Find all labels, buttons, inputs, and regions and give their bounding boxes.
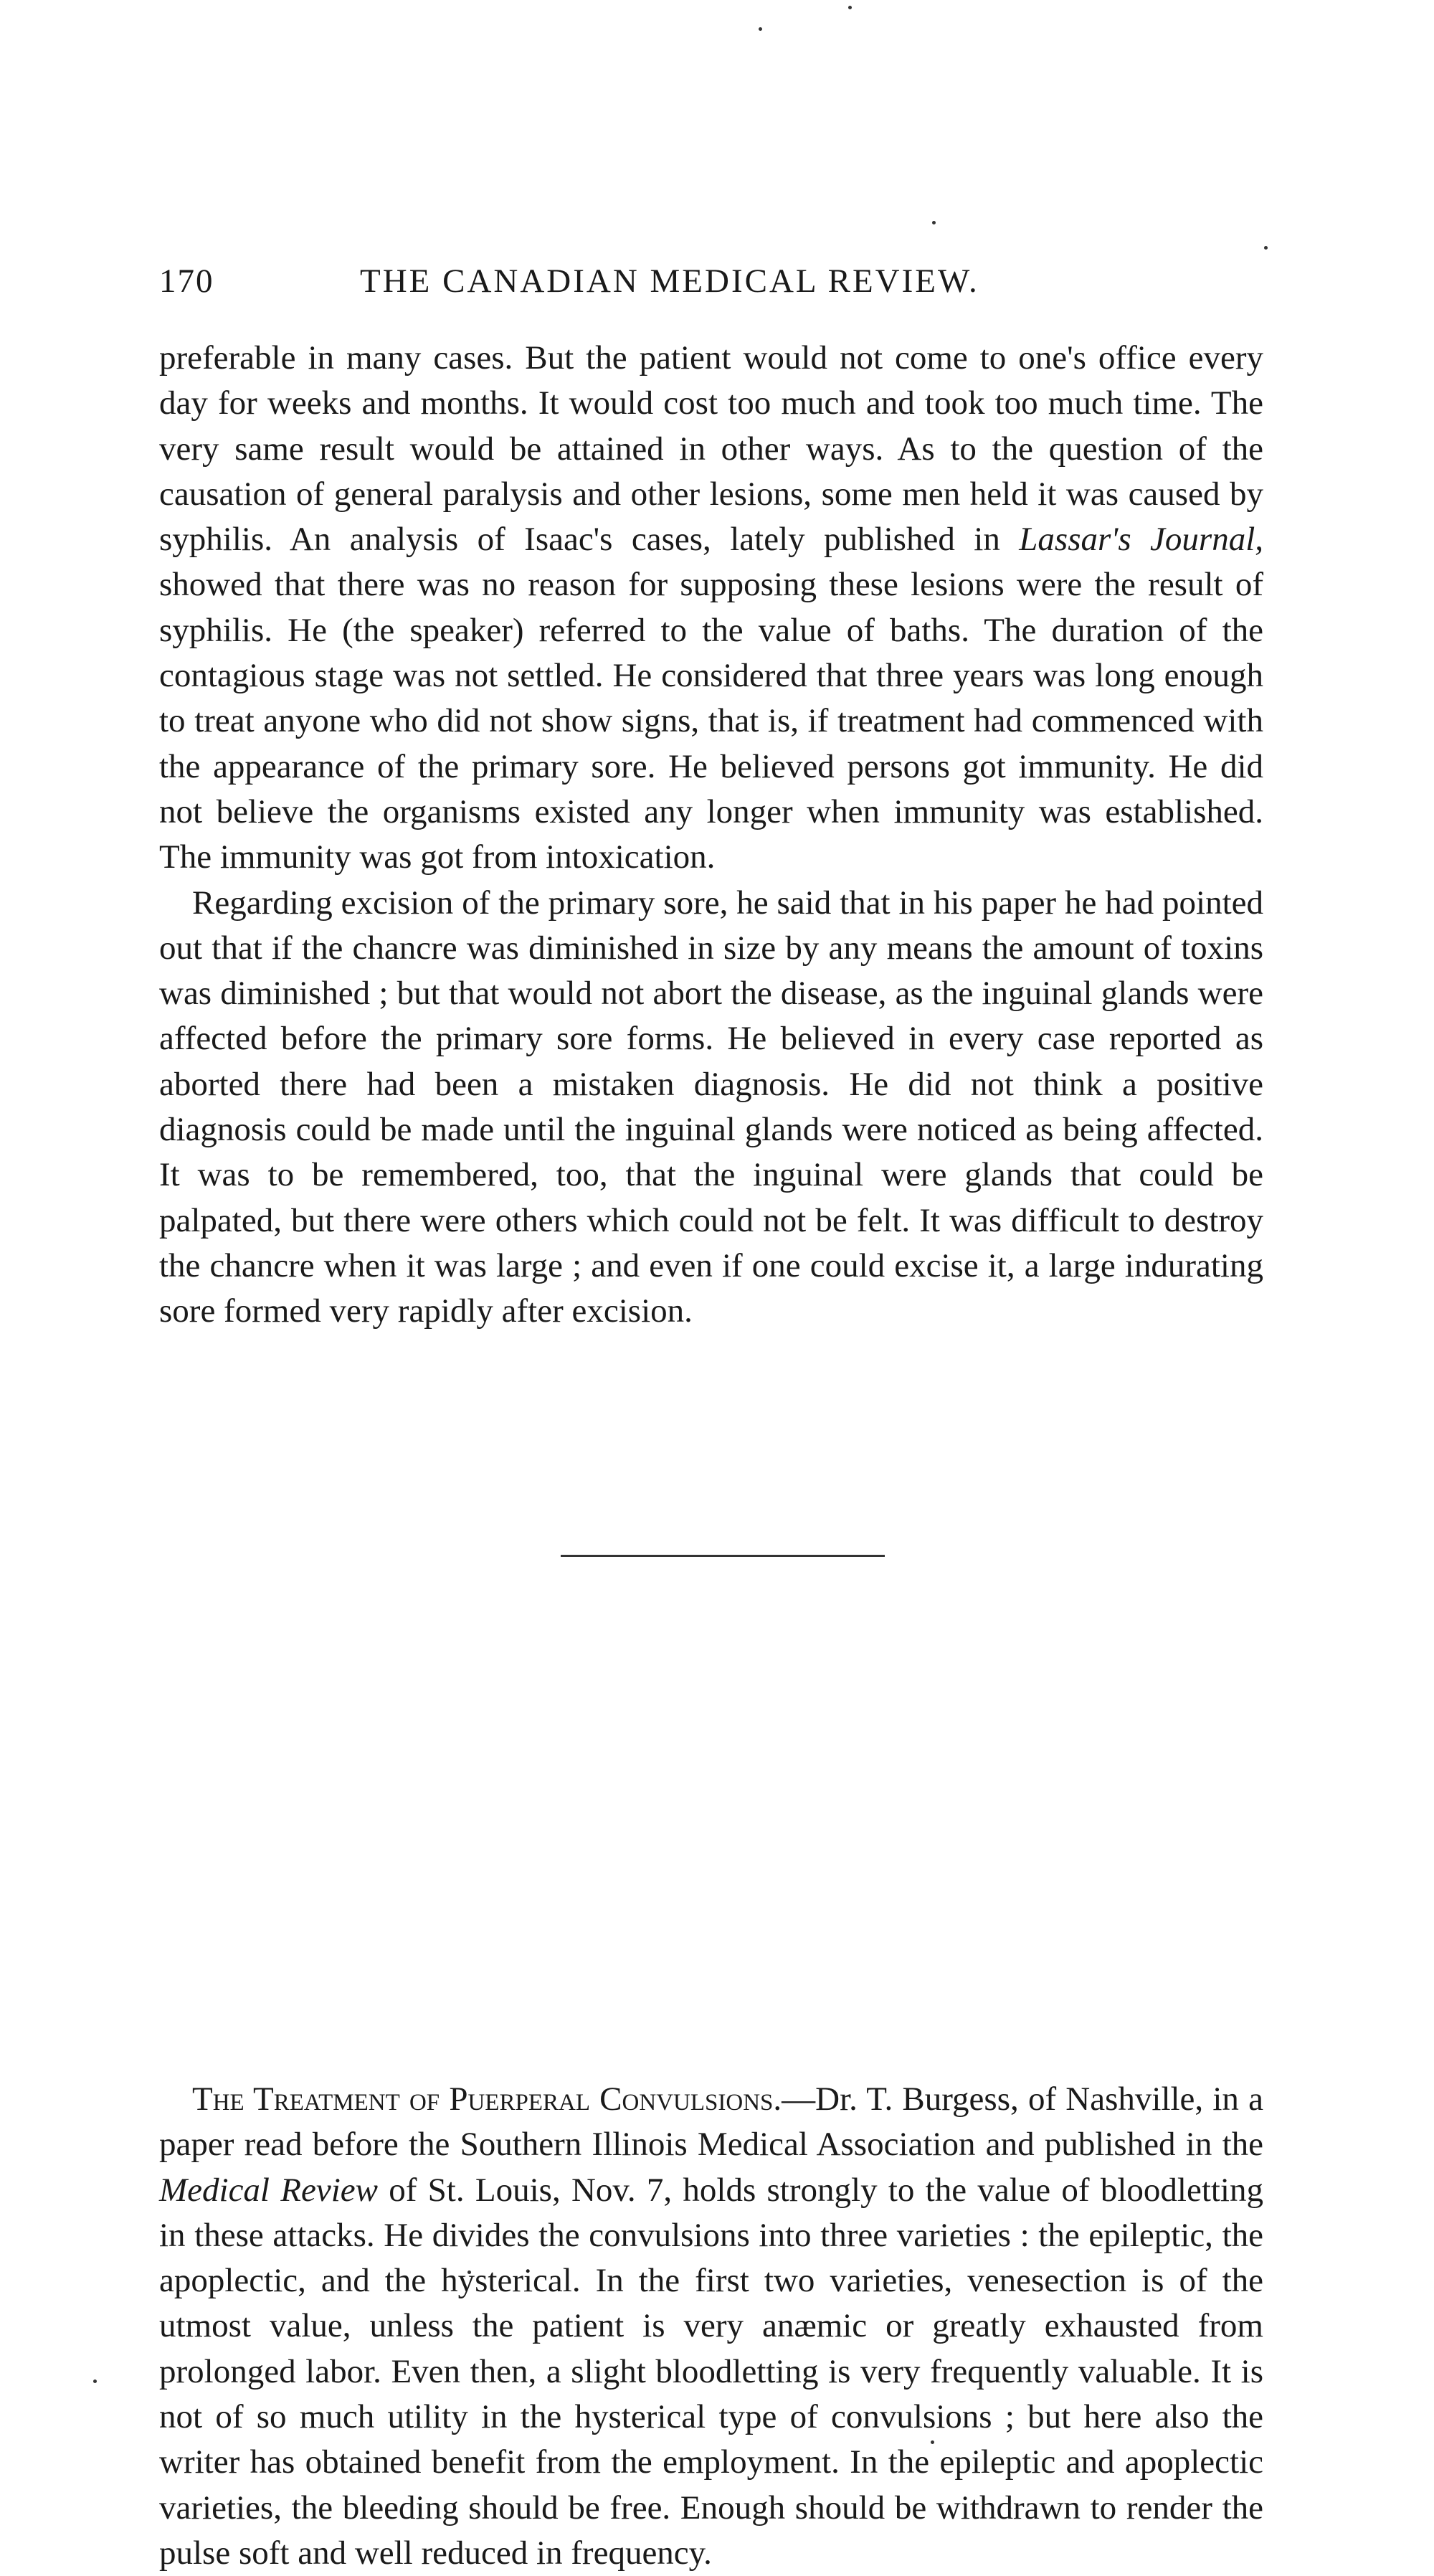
page-header <box>159 262 1263 312</box>
speck-mark <box>93 2380 97 2383</box>
paragraph <box>159 336 1263 881</box>
paragraph: Regarding excision of the primary sore, he said that in his paper he had pointed out that if the chancre was diminished in size by any means the amount of toxins was diminished ; but that would not abort the disease, as the inguinal glands were affected before the primary sore forms. He believed in every case reported as aborted there had been a mistaken diagnosis. He did not think a positive diagnosis could be made until the inguinal glands were noticed as being affected. It was to be remembered, too, that the inguinal were glands that could be palpated, but there were others which could not be felt. It was difficult to destroy the chancre when it was large ; and even if one could excise it, a large indurating sore formed very rapidly after excision. <box>159 884 1263 1330</box>
paragraph <box>159 2077 1263 2576</box>
page-number: 170 <box>159 262 214 300</box>
speck-mark <box>1264 246 1268 250</box>
speck-mark <box>932 221 936 224</box>
running-title: THE CANADIAN MEDICAL REVIEW. <box>360 262 979 300</box>
journal-title: Medical Review <box>159 2171 378 2209</box>
section-divider <box>561 1555 885 1557</box>
paragraph-text: preferable in many cases. But the patient would not come to one's office every day for weeks and months. It would cost too much and took too much time. The very same result would be attained in other ways. As to the question of the causation of general paralysis and other lesions, some men held it was caused by syphilis. An analysis of Isaac's cases, lately published in <box>159 339 1263 559</box>
article-continuation <box>159 336 1263 1335</box>
article-puerperal-convulsions <box>159 2077 1263 2576</box>
paragraph-text: —Dr. T. Burgess, of Nashville, in a paper read before the Southern Illinois Medical Association and published in the <box>159 2080 1263 2164</box>
paragraph-text: of St. Louis, Nov. 7, holds strongly to the value of bloodletting in these attacks. He divides the convulsions into three varieties : the epileptic, the apoplectic, and the hysterical. In the first two varieties, venesection is of the utmost value, unless the patient is very anæmic or greatly exhausted from prolonged labor. Even then, a slight bloodletting is very frequently valuable. It is not of so much utility in the hysterical type of convulsions ; but here also the writer has obtained benefit from the employment. In the epileptic and apoplectic varieties, the bleeding should be free. Enough should be withdrawn to render the pulse soft and well reduced in frequency. <box>159 2171 1263 2572</box>
speck-mark <box>848 6 852 9</box>
paragraph-text: showed that there was no reason for supposing these lesions were the result of syphilis. He (the speaker) referred to the value of baths. The duration of the contagious stage was not settled. He considered that three years was long enough to treat anyone who did not show signs, that is, if treatment had commenced with the appearance of the primary sore. He believed persons got immunity. He did not believe the organisms existed any longer when immunity was established. The immunity was got from intoxication. <box>159 566 1263 876</box>
speck-mark <box>759 27 762 31</box>
journal-title: Lassar's Journal, <box>1019 521 1264 559</box>
article-heading: The Treatment of Puerperal Convulsions. <box>192 2080 782 2118</box>
